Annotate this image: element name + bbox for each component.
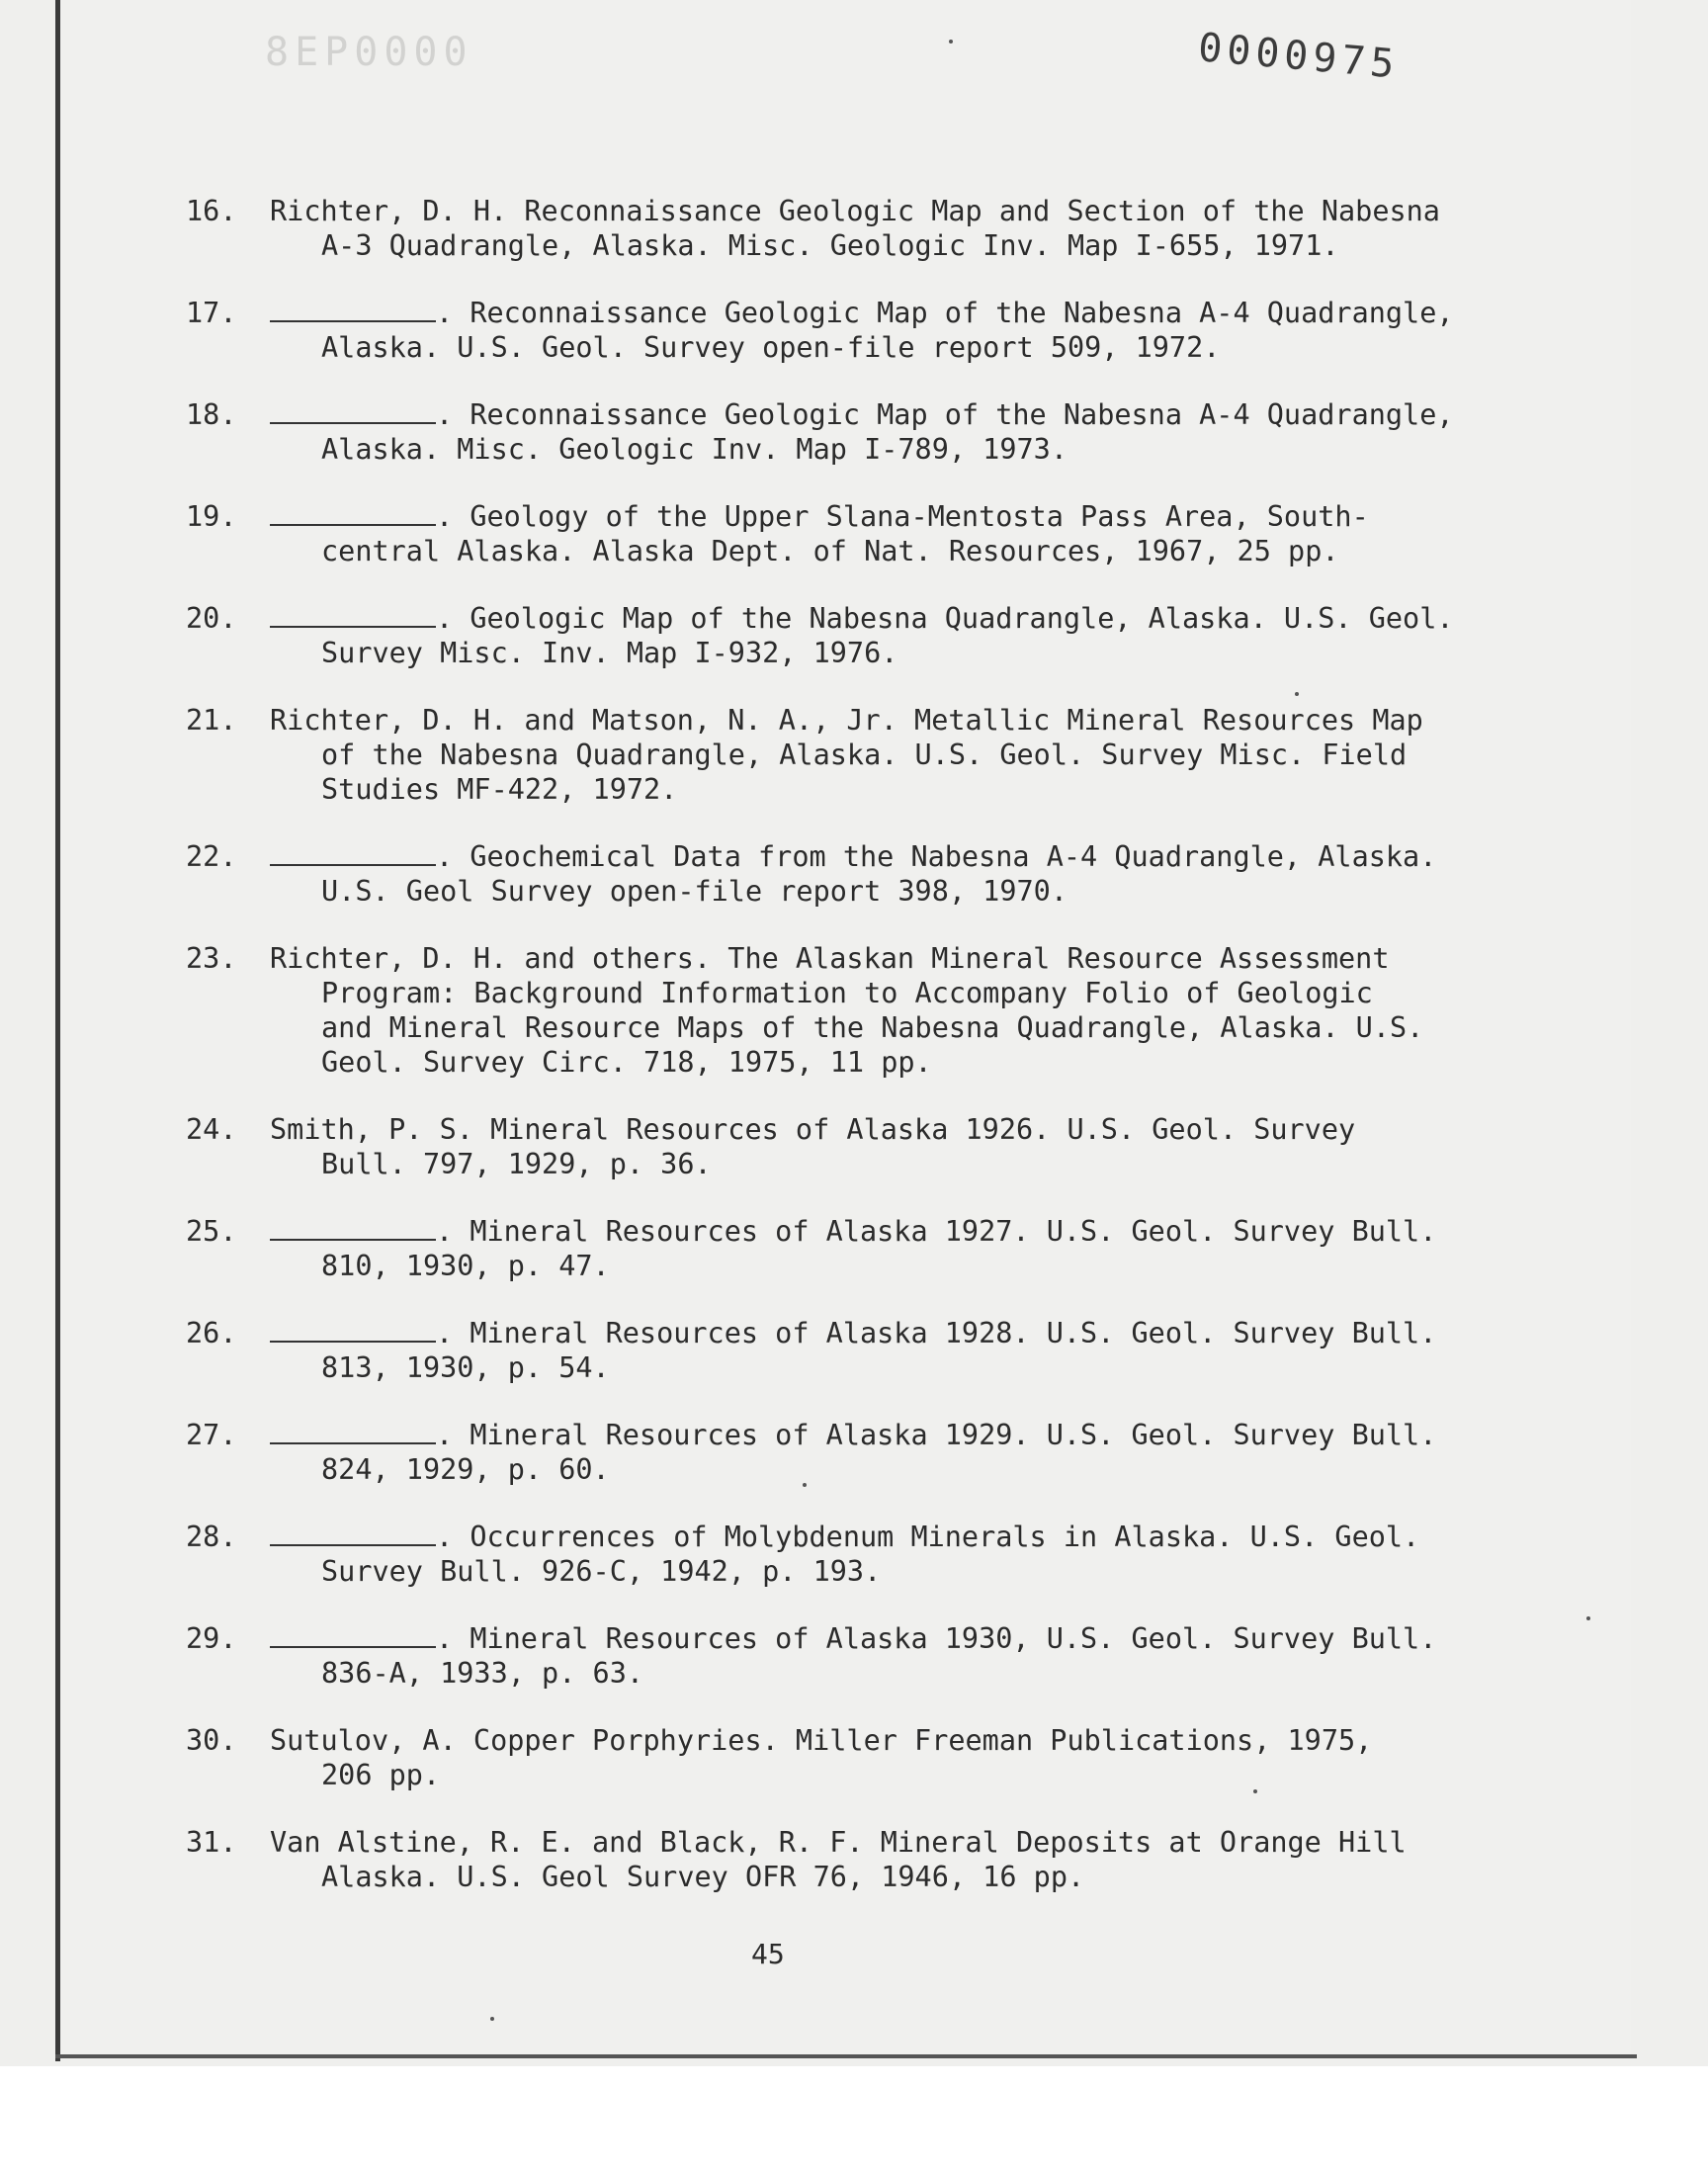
reference-list [186, 194, 1570, 1927]
reference-line: . Geochemical Data from the Nabesna A-4 Quadrangle, Alaska. [270, 839, 1570, 874]
reference-number: 30. [186, 1724, 237, 1757]
scan-speck [949, 40, 953, 44]
reference-line-text: Alaska. U.S. Geol. Survey open-file report 509, 1972. [321, 331, 1221, 364]
reference-text [270, 296, 1570, 365]
reference-text [270, 1112, 1570, 1181]
reference-text [270, 1418, 1570, 1487]
ditto-author-rule [270, 1219, 436, 1241]
reference-entry [186, 1520, 1570, 1589]
reference-line [321, 1147, 1570, 1181]
reference-text [270, 1825, 1570, 1894]
reference-line: . Reconnaissance Geologic Map of the Nabesna A-4 Quadrangle, [270, 397, 1570, 432]
faint-stamp-number: 8EP0000 [265, 30, 473, 75]
reference-line [321, 1656, 1570, 1691]
reference-line-text: Program: Background Information to Accompany Folio of Geologic [321, 977, 1373, 1009]
scan-speck [1586, 1616, 1590, 1620]
ditto-author-rule [270, 504, 436, 526]
ditto-author-rule [270, 402, 436, 424]
reference-text [270, 1316, 1570, 1385]
reference-entry [186, 397, 1570, 467]
reference-line: . Mineral Resources of Alaska 1929. U.S. Geol. Survey Bull. [270, 1418, 1570, 1452]
reference-author: Richter, D. H. [270, 195, 508, 227]
reference-line-text: 813, 1930, p. 54. [321, 1351, 610, 1384]
reference-line-text: Survey Misc. Inv. Map I-932, 1976. [321, 637, 898, 669]
reference-number: 16. [186, 195, 237, 227]
reference-entry [186, 296, 1570, 365]
reference-text [270, 1520, 1570, 1589]
reference-author: Richter, D. H. and others. [270, 942, 712, 975]
reference-line: . Mineral Resources of Alaska 1928. U.S. Geol. Survey Bull. [270, 1316, 1570, 1350]
reference-line-text: Geochemical Data from the Nabesna A-4 Quadrangle, Alaska. [470, 840, 1437, 873]
reference-line-text: Bull. 797, 1929, p. 36. [321, 1148, 712, 1180]
reference-entry [186, 839, 1570, 909]
reference-line [321, 1350, 1570, 1385]
document-stamp-number: 0000975 [1196, 25, 1402, 88]
ditto-author-rule [270, 1524, 436, 1546]
reference-line-text: Mineral Resources of Alaska 1927. U.S. Geol. Survey Bull. [470, 1215, 1437, 1248]
reference-line: . Occurrences of Molybdenum Minerals in Alaska. U.S. Geol. [270, 1520, 1570, 1554]
reference-line [321, 1010, 1570, 1045]
reference-line-text: Alaska. Misc. Geologic Inv. Map I-789, 1973. [321, 433, 1068, 466]
reference-line [321, 228, 1570, 263]
reference-line: . Reconnaissance Geologic Map of the Nabesna A-4 Quadrangle, [270, 296, 1570, 330]
reference-line-text: 824, 1929, p. 60. [321, 1453, 610, 1486]
reference-entry [186, 941, 1570, 1080]
reference-line [321, 432, 1570, 467]
reference-line [321, 1758, 1570, 1792]
reference-line-text: 810, 1930, p. 47. [321, 1250, 610, 1282]
reference-line-text: Mineral Resources of Alaska 1929. U.S. Geol. Survey Bull. [470, 1419, 1437, 1451]
reference-number: 31. [186, 1826, 237, 1859]
reference-number: 27. [186, 1419, 237, 1451]
reference-author: Richter, D. H. and Matson, N. A., Jr. [270, 704, 897, 737]
reference-number: 28. [186, 1521, 237, 1553]
reference-line [270, 941, 1570, 976]
reference-line [270, 194, 1570, 228]
reference-line [321, 1860, 1570, 1894]
reference-text [270, 1723, 1570, 1792]
reference-author: Sutulov, A. [270, 1724, 457, 1757]
reference-text [270, 194, 1570, 263]
reference-line [321, 330, 1570, 365]
reference-entry [186, 1621, 1570, 1691]
ditto-author-rule [270, 301, 436, 322]
reference-number: 26. [186, 1317, 237, 1349]
scanner-margin [0, 2066, 1708, 2175]
reference-number: 29. [186, 1622, 237, 1655]
reference-text [270, 601, 1570, 670]
reference-line: . Geology of the Upper Slana-Mentosta Pass Area, South- [270, 499, 1570, 534]
reference-line [321, 772, 1570, 807]
reference-text [270, 1214, 1570, 1283]
reference-text [270, 941, 1570, 1080]
scan-speck [490, 2017, 494, 2021]
reference-line-text: Metallic Mineral Resources Map [914, 704, 1423, 737]
reference-number: 20. [186, 602, 237, 635]
reference-line [321, 636, 1570, 670]
reference-entry [186, 1112, 1570, 1181]
reference-number: 25. [186, 1215, 237, 1248]
reference-line-text: Survey Bull. 926-C, 1942, p. 193. [321, 1555, 882, 1588]
ditto-author-rule [270, 1423, 436, 1444]
reference-entry [186, 601, 1570, 670]
reference-line [270, 1723, 1570, 1758]
reference-entry [186, 1214, 1570, 1283]
reference-author: Van Alstine, R. E. and Black, R. F. [270, 1826, 864, 1859]
reference-line [321, 1554, 1570, 1589]
reference-line-text: Alaska. U.S. Geol Survey OFR 76, 1946, 16 pp. [321, 1861, 1085, 1893]
reference-line-text: Reconnaissance Geologic Map and Section of the Nabesna [524, 195, 1440, 227]
reference-line [321, 976, 1570, 1010]
reference-line-text: Studies MF-422, 1972. [321, 773, 678, 806]
reference-line-text: Reconnaissance Geologic Map of the Nabesna A-4 Quadrangle, [470, 297, 1454, 329]
reference-entry [186, 1825, 1570, 1894]
reference-line: . Mineral Resources of Alaska 1930, U.S. Geol. Survey Bull. [270, 1621, 1570, 1656]
reference-number: 24. [186, 1113, 237, 1146]
reference-author: Smith, P. S. [270, 1113, 473, 1146]
reference-line-text: The Alaskan Mineral Resource Assessment [727, 942, 1390, 975]
ditto-author-rule [270, 844, 436, 866]
scan-speck [1295, 692, 1299, 696]
reference-line-text: Mineral Resources of Alaska 1930, U.S. Geol. Survey Bull. [470, 1622, 1437, 1655]
reference-line-text: A-3 Quadrangle, Alaska. Misc. Geologic Inv. Map I-655, 1971. [321, 229, 1339, 262]
reference-number: 18. [186, 398, 237, 431]
reference-line-text: Copper Porphyries. Miller Freeman Publications, 1975, [472, 1724, 1373, 1757]
reference-entry [186, 194, 1570, 263]
reference-line-text: Mineral Resources of Alaska 1928. U.S. Geol. Survey Bull. [470, 1317, 1437, 1349]
ditto-author-rule [270, 1626, 436, 1648]
reference-line [321, 1452, 1570, 1487]
reference-line-text: Mineral Resources of Alaska 1926. U.S. Geol. Survey [490, 1113, 1356, 1146]
reference-line [321, 738, 1570, 772]
reference-number: 22. [186, 840, 237, 873]
reference-number: 19. [186, 500, 237, 533]
reference-line-text: of the Nabesna Quadrangle, Alaska. U.S. Geol. Survey Misc. Field [321, 739, 1408, 771]
reference-number: 23. [186, 942, 237, 975]
reference-line-text: central Alaska. Alaska Dept. of Nat. Resources, 1967, 25 pp. [321, 535, 1339, 567]
reference-line-text: Occurrences of Molybdenum Minerals in Alaska. U.S. Geol. [470, 1521, 1420, 1553]
reference-line [321, 1249, 1570, 1283]
scan-speck [803, 1483, 807, 1487]
reference-entry [186, 499, 1570, 568]
reference-line [270, 703, 1570, 738]
reference-line: . Mineral Resources of Alaska 1927. U.S. Geol. Survey Bull. [270, 1214, 1570, 1249]
reference-line [321, 1045, 1570, 1080]
reference-line: . Geologic Map of the Nabesna Quadrangle, Alaska. U.S. Geol. [270, 601, 1570, 636]
left-page-edge [55, 0, 60, 2061]
reference-number: 17. [186, 297, 237, 329]
reference-entry [186, 1723, 1570, 1792]
page-number: 45 [751, 1938, 785, 1970]
reference-text [270, 499, 1570, 568]
reference-line-text: Geologic Map of the Nabesna Quadrangle, Alaska. U.S. Geol. [470, 602, 1454, 635]
reference-line-text: 836-A, 1933, p. 63. [321, 1657, 644, 1690]
reference-text [270, 703, 1570, 807]
reference-line-text: 206 pp. [321, 1759, 441, 1791]
reference-line [270, 1112, 1570, 1147]
reference-line-text: Geology of the Upper Slana-Mentosta Pass Area, South- [470, 500, 1369, 533]
reference-text [270, 397, 1570, 467]
ditto-author-rule [270, 1321, 436, 1343]
reference-line [321, 534, 1570, 568]
reference-line [321, 874, 1570, 909]
reference-entry [186, 1418, 1570, 1487]
scan-speck [1253, 1789, 1257, 1793]
bottom-page-edge [55, 2054, 1637, 2058]
reference-entry [186, 1316, 1570, 1385]
reference-entry [186, 703, 1570, 807]
reference-number: 21. [186, 704, 237, 737]
reference-line-text: and Mineral Resource Maps of the Nabesna Quadrangle, Alaska. U.S. [321, 1011, 1424, 1044]
reference-line-text: Mineral Deposits at Orange Hill [880, 1826, 1407, 1859]
reference-line [270, 1825, 1570, 1860]
reference-text [270, 1621, 1570, 1691]
ditto-author-rule [270, 606, 436, 628]
reference-line-text: Reconnaissance Geologic Map of the Nabesna A-4 Quadrangle, [470, 398, 1454, 431]
reference-text [270, 839, 1570, 909]
reference-line-text: U.S. Geol Survey open-file report 398, 1970. [321, 875, 1068, 908]
reference-line-text: Geol. Survey Circ. 718, 1975, 11 pp. [321, 1046, 932, 1079]
